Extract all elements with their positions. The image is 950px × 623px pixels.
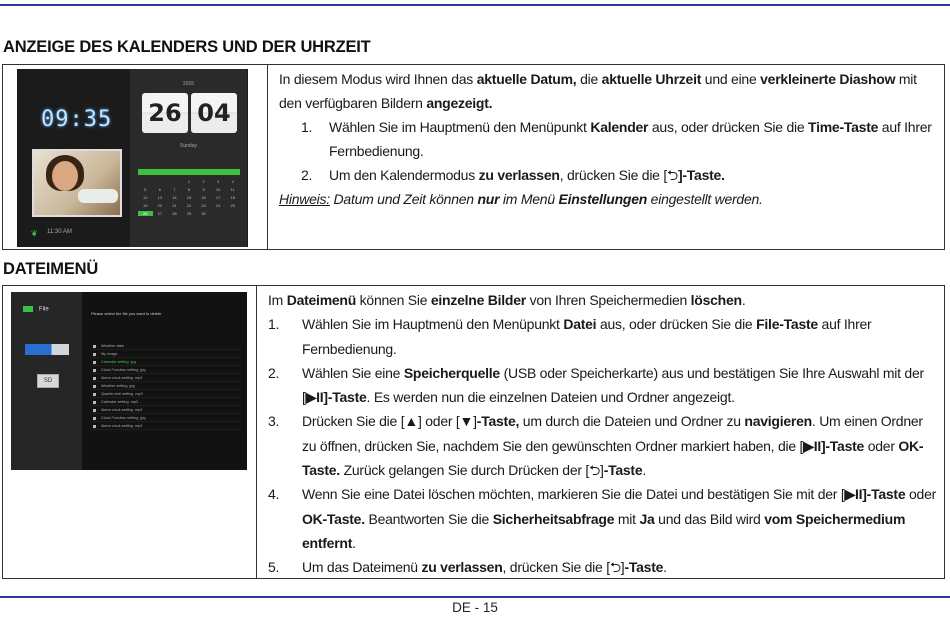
section-heading-file-menu: DATEIMENÜ [3,260,99,278]
flip-day: 26 [142,93,188,133]
file-menu-text [268,288,938,580]
calendar-year: 2015 [182,81,195,87]
back-icon: ⮌ [667,167,678,183]
file-step-5: 5. Um das Dateimenü zu verlassen, drücken Sie die [⮌]-Taste. [268,559,667,576]
file-menu-section-box [2,285,945,579]
sd-card-icon: SD [37,374,59,388]
file-step-2: 2. Wählen Sie eine Speicherquelle (USB oder Speicherkarte) aus und bestätigen Sie Ihre Auswahl mit der [▶II]-Taste. Es werden nun die einzelnen Dateien und Ordner angezeigt. [268,364,924,406]
calendar-step-1: 1. Wählen Sie im Hauptmenü den Menüpunkt Kalender aus, oder drücken Sie die Time-Taste auf Ihrer Fernbedienung. [301,119,932,159]
file-sidebar [11,292,82,470]
file-sidebar-item: File [23,306,49,313]
file-step-4: 4. Wenn Sie eine Datei löschen möchten, markieren Sie die Datei und bestätigen Sie mit der [▶II]-Taste oder OK-Taste. Beantworten Sie die Sicherheitsabfrage mit Ja und das Bild wird vom Speichermedium entfernt. [268,486,937,551]
photo-figure [78,189,118,203]
calendar-intro: In diesem Modus wird Ihnen das aktuelle Datum, die aktuelle Uhrzeit und eine verkleinerte Diashow mit den verfügbaren Bildern angezeigt. [279,71,917,111]
calendar-section-box [2,64,945,250]
bottom-rule [0,596,950,598]
photo-face [52,161,78,191]
flip-month: 04 [191,93,237,133]
file-menu-screenshot [11,292,247,470]
calendar-weekday: Sunday [180,143,197,149]
file-step-1: 1. Wählen Sie im Hauptmenü den Menüpunkt Datei aus, oder drücken Sie die File-Taste auf Ihrer Fernbedienung. [268,316,872,357]
column-divider [267,65,268,249]
calendar-screenshot [17,69,248,247]
page-number: DE - 15 [452,600,498,615]
file-list [91,342,241,430]
calendar-grid: 1 2 3 4 5 6 7 8 9 10 11 12 13 14 15 16 17 18 19 20 21 22 23 24 25 26 27 28 29 30 [138,179,240,216]
file-row: Quarter-bell setting .mp3 [91,390,241,398]
column-divider [256,286,257,578]
section-heading-calendar: ANZEIGE DES KALENDERS UND DER UHRZEIT [3,38,371,56]
slideshow-photo [32,149,122,217]
file-row: Clock Function setting .jpg [91,414,241,422]
file-row: Alarm clock setting .mp3 [91,422,241,430]
file-row: Clock Function setting .jpg [91,366,241,374]
file-prompt: Please select the file you want to delete. [91,311,163,316]
file-row: Weather setting .jpg [91,382,241,390]
file-row: Weather data [91,342,241,350]
digital-clock: 09:35 [41,107,113,132]
calendar-weekday-bar [138,169,240,175]
calendar-step-2: 2. Um den Kalendermodus zu verlassen, drücken Sie die [⮌]-Taste. [301,167,725,183]
leaf-icon: ❦ [31,229,38,238]
folder-icon [23,306,33,312]
file-menu-intro: Im Dateimenü können Sie einzelne Bilder von Ihren Speichermedien löschen. [268,292,746,308]
calendar-text [279,67,939,211]
file-row-selected: Calendar setting .jpg [91,358,241,366]
file-step-3: 3. Drücken Sie die [▲] oder [▼]-Taste, um durch die Dateien und Ordner zu navigieren. Um einen Ordner zu öffnen, drücken Sie, nachdem Sie den gewünschten Ordner markiert haben, die [▶II]-Taste oder OK-Taste. Zurück gelangen Sie durch Drücken der [⮌]-Taste. [268,413,924,479]
usb-icon [25,344,69,355]
small-time: 11:30 AM [47,229,72,235]
calendar-hint: Hinweis: Datum und Zeit können nur im Menü Einstellungen eingestellt werden. [279,191,763,207]
file-row: Calendar setting .mp3 [91,398,241,406]
top-rule [0,4,950,6]
file-row: Alarm clock setting .mp3 [91,406,241,414]
file-row: Alarm clock setting .mp3 [91,374,241,382]
calendar-panel [130,69,247,247]
file-row: My image [91,350,241,358]
